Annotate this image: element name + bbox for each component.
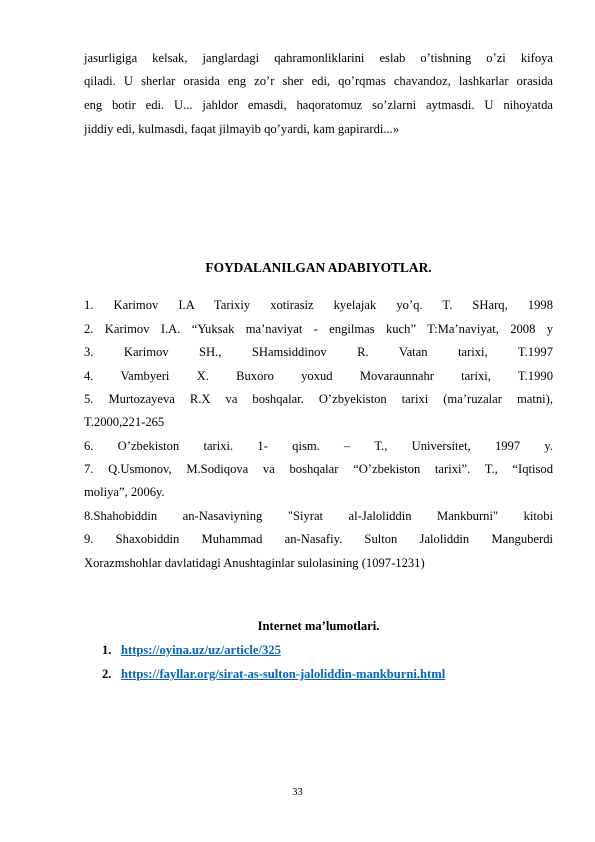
reference-2: 2. Karimov I.A. “Yuksak ma’naviyat - engilmas kuch” T:Ma’naviyat, 2008 y <box>84 322 553 336</box>
page-number: 33 <box>292 787 303 798</box>
link-item-2 <box>102 666 445 682</box>
paragraph-line-1: jasurligiga kelsak, janglardagi qahramonliklarini eslab o’tishning o’zi kifoya <box>84 51 553 65</box>
link-item-1 <box>102 642 281 658</box>
reference-5: 5. Murtozayeva R.X va boshqalar. O’zbyekiston tarixi (ma’ruzalar matni), <box>84 392 553 406</box>
reference-5-continued: T.2000,221-265 <box>84 415 165 429</box>
internet-title: Internet ma’lumotlari. <box>257 619 380 633</box>
reference-9-continued: Xorazmshohlar davlatidagi Anushtaginlar sulolasining (1097-1231) <box>84 556 425 570</box>
link-number-1: 1. <box>102 643 112 657</box>
reference-1: 1. Karimov I.A Tarixiy xotirasiz kyelajak yo’q. T. SHarq, 1998 <box>84 298 553 312</box>
section-title: FOYDALANILGAN ADABIYOTLAR. <box>205 260 432 275</box>
link-number-2: 2. <box>102 667 112 681</box>
paragraph-line-2: qiladi. U sherlar orasida eng zo’r sher edi, qo’rqmas chavandoz, lashkarlar orasida <box>84 74 553 88</box>
link-oyina[interactable]: https://oyina.uz/uz/article/325 <box>121 643 281 657</box>
paragraph-line-3: eng botir edi. U... jahldor emasdi, haqoratomuz so’zlarni aytmasdi. U nihoyatda <box>84 98 553 112</box>
reference-3: 3. Karimov SH., SHamsiddinov R. Vatan tarixi, T.1997 <box>84 345 553 359</box>
reference-7: 7. Q.Usmonov, M.Sodiqova va boshqalar “O’zbekiston tarixi”. T., “Iqtisod <box>84 462 553 476</box>
reference-4: 4. Vambyeri X. Buxoro yoxud Movaraunnahr tarixi, T.1990 <box>84 369 553 383</box>
reference-6: 6. O’zbekiston tarixi. 1- qism. – T., Universitet, 1997 y. <box>84 439 553 453</box>
reference-9: 9. Shaxobiddin Muhammad an-Nasafiy. Sulton Jaloliddin Manguberdi <box>84 532 553 546</box>
link-fayllar[interactable]: https://fayllar.org/sirat-as-sulton-jaloliddin-mankburni.html <box>121 667 446 681</box>
paragraph-line-4: jiddiy edi, kulmasdi, faqat jilmayib qo’yardi, kam gapirardi...» <box>84 122 400 136</box>
reference-7-continued: moliya”, 2006y. <box>84 485 165 499</box>
reference-8: 8.Shahobiddin an-Nasaviyning "Siyrat al-Jaloliddin Mankburni" kitobi <box>84 509 553 523</box>
